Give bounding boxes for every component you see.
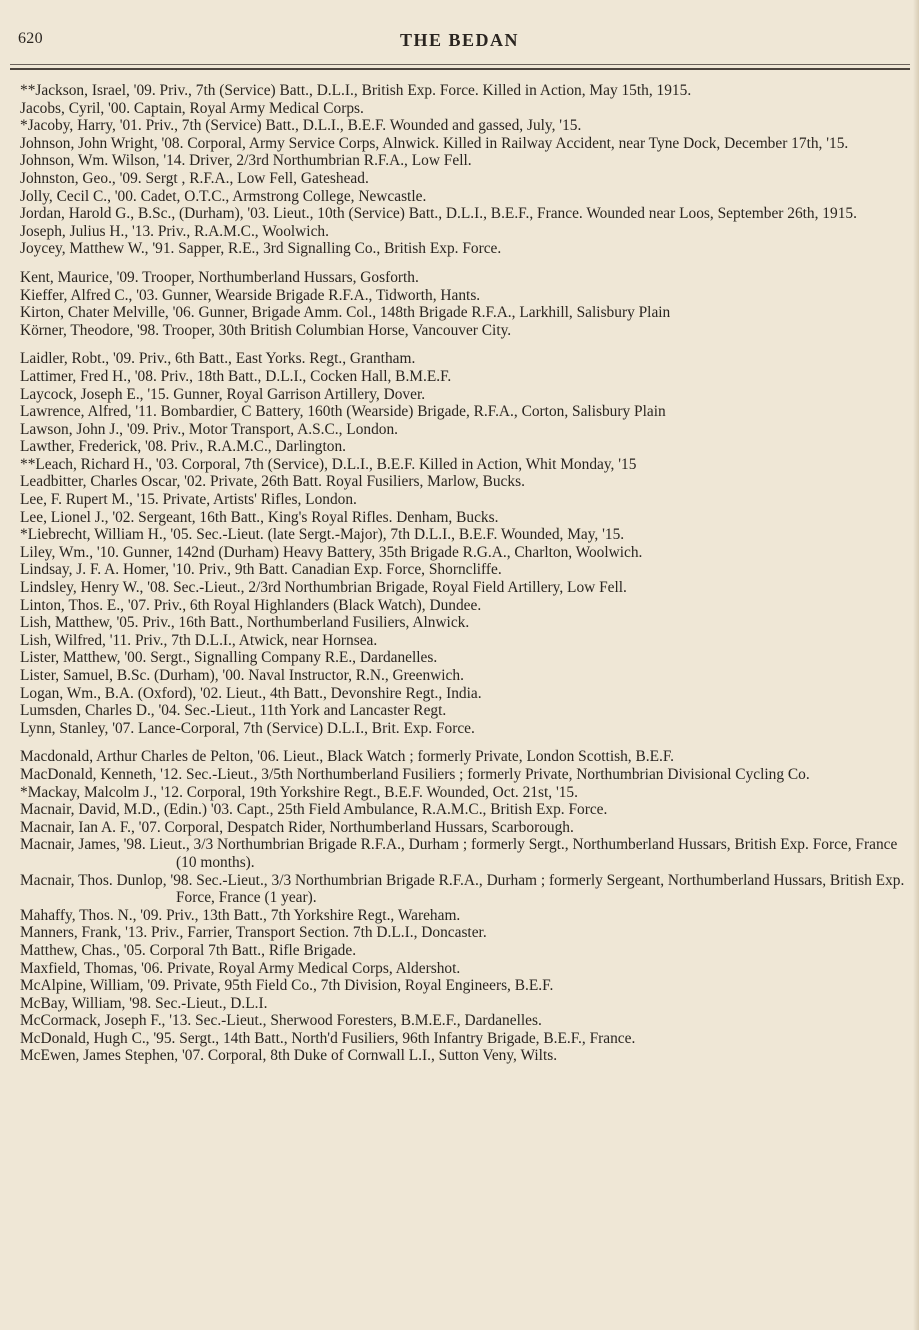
roll-entry: Joycey, Matthew W., '91. Sapper, R.E., 3rd Signalling Co., British Exp. Force.	[20, 240, 502, 258]
roll-entry: Lish, Wilfred, '11. Priv., 7th D.L.I., Atwick, near Hornsea.	[20, 631, 378, 649]
roll-entry: Macnair, Ian A. F., '07. Corporal, Despatch Rider, Northumberland Hussars, Scarborough.	[20, 818, 574, 836]
roll-entry: Kent, Maurice, '09. Trooper, Northumberland Hussars, Gosforth.	[20, 268, 419, 286]
roll-entry: Jolly, Cecil C., '00. Cadet, O.T.C., Armstrong College, Newcastle.	[20, 187, 427, 205]
roll-entry: Lister, Samuel, B.Sc. (Durham), '00. Naval Instructor, R.N., Greenwich.	[20, 667, 464, 684]
roll-entry: Jacobs, Cyril, '00. Captain, Royal Army Medical Corps.	[20, 99, 364, 117]
roll-entry: Lynn, Stanley, '07. Lance-Corporal, 7th (Service) D.L.I., Brit. Exp. Force.	[20, 719, 475, 737]
roll-entry: Macnair, David, M.D., (Edin.) '03. Capt., 25th Field Ambulance, R.A.M.C., British Exp. Force.	[20, 801, 608, 819]
roll-entry: Körner, Theodore, '98. Trooper, 30th British Columbian Horse, Vancouver City.	[20, 321, 512, 339]
roll-entry: Manners, Frank, '13. Priv., Farrier, Transport Section. 7th D.L.I., Doncaster.	[20, 924, 487, 942]
page-number: 620	[18, 30, 43, 47]
letter-section	[0, 748, 919, 1065]
roll-entry: McEwen, James Stephen, '07. Corporal, 8th Duke of Cornwall L.I., Sutton Veny, Wilts.	[20, 1047, 558, 1065]
roll-entry: Macnair, Thos. Dunlop, '98. Sec.-Lieut., 3/3 Northumbrian Brigade R.F.A., Durham ; formerly Sergeant, Northumberland Hussars, British Exp. Force, France (1 year).	[20, 871, 905, 907]
header-rule-thick	[10, 68, 910, 70]
roll-entry: Mahaffy, Thos. N., '09. Priv., 13th Batt., 7th Yorkshire Regt., Wareham.	[20, 906, 461, 924]
roll-entry: *Liebrecht, William H., '05. Sec.-Lieut. (late Sergt.-Major), 7th D.L.I., B.E.F. Wounded, May, '15.	[20, 526, 625, 544]
roll-entry: Macdonald, Arthur Charles de Pelton, '06. Lieut., Black Watch ; formerly Private, London Scottish, B.E.F.	[20, 748, 675, 766]
roll-entry: Johnston, Geo., '09. Sergt , R.F.A., Low Fell, Gateshead.	[20, 169, 369, 187]
roll-entry: McBay, William, '98. Sec.-Lieut., D.L.I.	[20, 994, 268, 1012]
header-rule-thin	[10, 64, 910, 65]
roll-entry: Matthew, Chas., '05. Corporal 7th Batt., Rifle Brigade.	[20, 941, 357, 959]
running-title: THE BEDAN	[399, 30, 520, 50]
roll-entry: McAlpine, William, '09. Private, 95th Field Co., 7th Division, Royal Engineers, B.E.F.	[20, 977, 554, 995]
roll-entry: Lawther, Frederick, '08. Priv., R.A.M.C., Darlington.	[20, 438, 347, 456]
roll-entry: MacDonald, Kenneth, '12. Sec.-Lieut., 3/5th Northumberland Fusiliers ; formerly Private, Northumbrian Divisional Cycling Co.	[20, 765, 810, 783]
roll-entry: Johnson, Wm. Wilson, '14. Driver, 2/3rd Northumbrian R.F.A., Low Fell.	[20, 152, 472, 170]
roll-entry: Lindsley, Henry W., '08. Sec.-Lieut., 2/3rd Northumbrian Brigade, Royal Field Artillery, Low Fell.	[20, 579, 627, 597]
page-edge-shadow	[913, 0, 919, 1330]
roll-entry: Lish, Matthew, '05. Priv., 16th Batt., Northumberland Fusiliers, Alnwick.	[20, 614, 470, 632]
roll-entry: *Jacoby, Harry, '01. Priv., 7th (Service) Batt., D.L.I., B.E.F. Wounded and gassed, July, '15.	[20, 117, 582, 135]
roll-entry: Logan, Wm., B.A. (Oxford), '02. Lieut., 4th Batt., Devonshire Regt., India.	[20, 684, 482, 702]
roll-entry: *Mackay, Malcolm J., '12. Corporal, 19th Yorkshire Regt., B.E.F. Wounded, Oct. 21st, '15.	[20, 783, 578, 801]
roll-entry: Laidler, Robt., '09. Priv., 6th Batt., East Yorks. Regt., Grantham.	[20, 350, 416, 368]
roll-entry: Lister, Matthew, '00. Sergt., Signalling Company R.E., Dardanelles.	[20, 649, 438, 667]
roll-entry: Macnair, James, '98. Lieut., 3/3 Northumbrian Brigade R.F.A., Durham ; formerly Sergt., Northumberland Hussars, British Exp. Force, France (10 months).	[20, 836, 898, 871]
roll-entry: Lee, Lionel J., '02. Sergeant, 16th Batt., King's Royal Rifles. Denham, Bucks.	[20, 508, 499, 526]
letter-section	[0, 350, 919, 737]
roll-entry: Maxfield, Thomas, '06. Private, Royal Army Medical Corps, Aldershot.	[20, 959, 461, 977]
roll-entry: **Leach, Richard H., '03. Corporal, 7th (Service), D.L.I., B.E.F. Killed in Action, Whit Monday, '15	[20, 455, 637, 473]
page-header	[0, 30, 919, 58]
roll-entry: Liley, Wm., '10. Gunner, 142nd (Durham) Heavy Battery, 35th Brigade R.G.A., Charlton, Woolwich.	[20, 543, 643, 561]
roll-entry: Johnson, John Wright, '08. Corporal, Army Service Corps, Alnwick. Killed in Railway Accident, near Tyne Dock, December 17th, '15.	[20, 134, 849, 152]
roll-entry: Kieffer, Alfred C., '03. Gunner, Wearside Brigade R.F.A., Tidworth, Hants.	[20, 286, 481, 304]
roll-entry: Laycock, Joseph E., '15. Gunner, Royal Garrison Artillery, Dover.	[20, 385, 426, 403]
roll-entry: Lumsden, Charles D., '04. Sec.-Lieut., 11th York and Lancaster Regt.	[20, 702, 447, 720]
letter-section	[0, 269, 919, 339]
roll-entry: Lattimer, Fred H., '08. Priv., 18th Batt., D.L.I., Cocken Hall, B.M.E.F.	[20, 367, 452, 385]
roll-entry: **Jackson, Israel, '09. Priv., 7th (Service) Batt., D.L.I., British Exp. Force. Killed in Action, May 15th, 1915.	[20, 82, 692, 99]
roll-entry: Lee, F. Rupert M., '15. Private, Artists' Rifles, London.	[20, 491, 357, 509]
letter-section	[0, 82, 919, 258]
roll-entry: McDonald, Hugh C., '95. Sergt., 14th Batt., North'd Fusiliers, 96th Infantry Brigade, B.E.F., France.	[20, 1029, 636, 1047]
roll-entry: Lawrence, Alfred, '11. Bombardier, C Battery, 160th (Wearside) Brigade, R.F.A., Corton, Salisbury Plain	[20, 403, 666, 421]
roll-entry: Linton, Thos. E., '07. Priv., 6th Royal Highlanders (Black Watch), Dundee.	[20, 596, 482, 614]
roll-entry: Jordan, Harold G., B.Sc., (Durham), '03. Lieut., 10th (Service) Batt., D.L.I., B.E.F., France. Wounded near Loos, September 26th, 1915.	[20, 205, 857, 223]
roll-of-honour-list	[0, 82, 919, 1076]
roll-entry: Leadbitter, Charles Oscar, '02. Private, 26th Batt. Royal Fusiliers, Marlow, Bucks.	[20, 473, 525, 491]
roll-entry: Joseph, Julius H., '13. Priv., R.A.M.C., Woolwich.	[20, 222, 329, 240]
roll-entry: Lindsay, J. F. A. Homer, '10. Priv., 9th Batt. Canadian Exp. Force, Shorncliffe.	[20, 561, 502, 579]
roll-entry: McCormack, Joseph F., '13. Sec.-Lieut., Sherwood Foresters, B.M.E.F., Dardanelles.	[20, 1012, 542, 1030]
roll-entry: Lawson, John J., '09. Priv., Motor Transport, A.S.C., London.	[20, 420, 399, 438]
roll-entry: Kirton, Chater Melville, '06. Gunner, Brigade Amm. Col., 148th Brigade R.F.A., Larkhill, Salisbury Plain	[20, 304, 671, 322]
